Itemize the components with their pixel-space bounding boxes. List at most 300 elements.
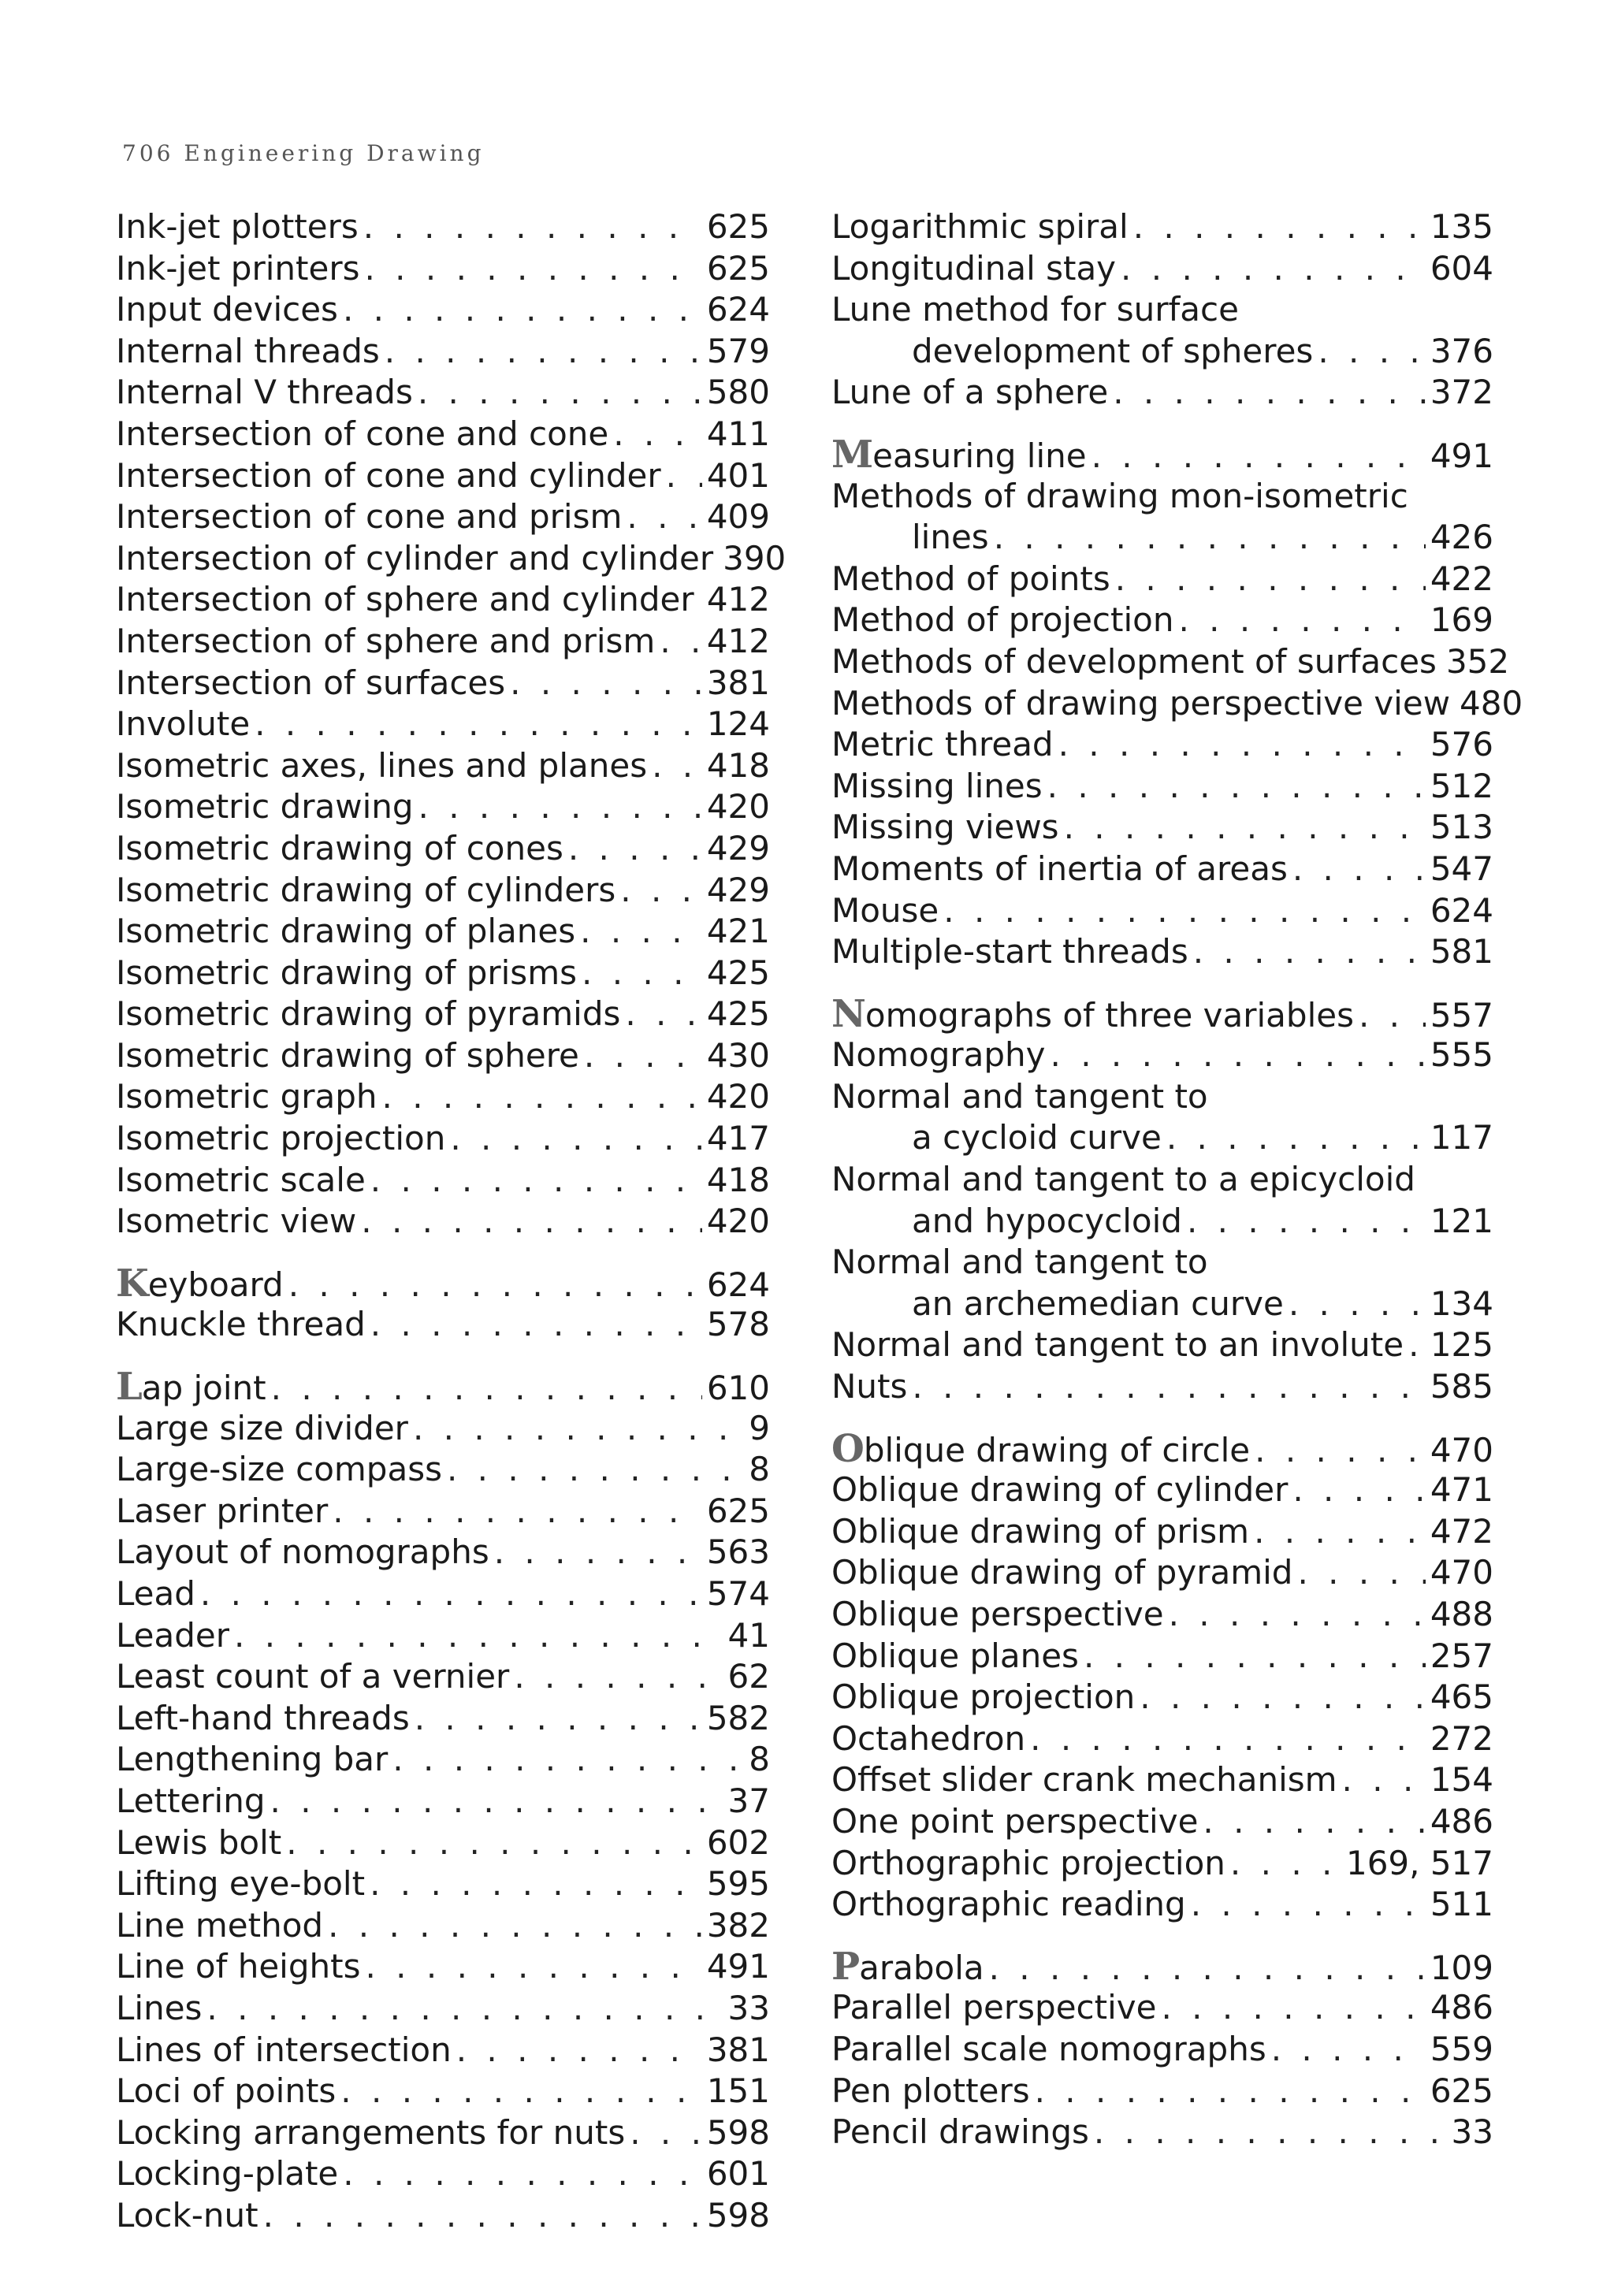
index-entry bbox=[831, 1035, 1493, 1076]
dot-leader bbox=[660, 621, 702, 663]
page-reference: 488 bbox=[1430, 1595, 1493, 1633]
index-term: Longitudinal stay bbox=[831, 248, 1117, 288]
index-term: Missing lines bbox=[831, 766, 1043, 805]
index-term: a cycloid curve bbox=[912, 1118, 1162, 1157]
index-term: Multiple-start threads bbox=[831, 932, 1188, 972]
page-reference: 426 bbox=[1430, 518, 1493, 557]
index-entry bbox=[831, 766, 1493, 808]
section-initial: N bbox=[831, 991, 865, 1036]
dot-leader bbox=[627, 496, 701, 538]
index-term: Intersection of cone and prism bbox=[116, 497, 623, 537]
page-reference: 417 bbox=[706, 1119, 770, 1158]
index-entry bbox=[116, 1532, 770, 1573]
index-entry bbox=[116, 248, 770, 290]
index-term: Methods of drawing mon-isometric bbox=[831, 476, 1408, 515]
dot-leader bbox=[989, 1948, 1426, 1989]
index-term: Intersection of sphere and prism bbox=[116, 621, 656, 660]
dot-leader bbox=[1161, 1987, 1425, 2029]
index-entry bbox=[116, 579, 770, 621]
dot-leader bbox=[510, 663, 702, 704]
index-term: Isometric projection bbox=[116, 1119, 446, 1158]
index-entry bbox=[116, 786, 770, 828]
dot-leader bbox=[994, 517, 1426, 559]
dot-leader bbox=[1297, 1552, 1425, 1594]
page-reference: 480 bbox=[1460, 683, 1523, 723]
index-term bbox=[831, 1946, 984, 1989]
page-reference: 381 bbox=[706, 2030, 770, 2069]
page-reference: 409 bbox=[706, 497, 770, 537]
index-term: Line of heights bbox=[116, 1947, 361, 1986]
dot-leader bbox=[613, 414, 702, 455]
index-term bbox=[831, 1428, 1250, 1472]
index-term: Oblique planes bbox=[831, 1636, 1079, 1675]
index-entry bbox=[116, 911, 770, 953]
page-reference: 121 bbox=[1430, 1201, 1493, 1240]
dot-leader bbox=[200, 1573, 702, 1615]
page-reference: 418 bbox=[706, 1160, 770, 1199]
dot-leader bbox=[385, 331, 702, 373]
dot-leader bbox=[1342, 1759, 1426, 1801]
page-reference: 411 bbox=[706, 414, 770, 453]
index-entry bbox=[116, 1491, 770, 1533]
index-term: Moments of inertia of areas bbox=[831, 849, 1288, 888]
page-reference: 430 bbox=[706, 1035, 770, 1075]
index-entry bbox=[116, 1698, 770, 1740]
dot-leader bbox=[1035, 2071, 1426, 2112]
index-term: Orthographic reading bbox=[831, 1885, 1186, 1924]
page-reference: 421 bbox=[706, 912, 770, 951]
index-term: Line method bbox=[116, 1905, 324, 1945]
dot-leader bbox=[382, 1076, 702, 1118]
page-reference: 425 bbox=[706, 994, 770, 1034]
index-term: Left-hand threads bbox=[116, 1698, 410, 1737]
index-term: Leader bbox=[116, 1615, 230, 1655]
index-term: Laser printer bbox=[116, 1491, 329, 1530]
page-reference: 576 bbox=[1430, 725, 1493, 764]
page-reference: 470 bbox=[1430, 1553, 1493, 1592]
dot-leader bbox=[1169, 1594, 1426, 1636]
dot-leader bbox=[392, 1739, 744, 1781]
page-reference: 602 bbox=[706, 1822, 770, 1862]
page-reference: 425 bbox=[706, 953, 770, 992]
index-term: Intersection of cylinder and cylinder bbox=[116, 538, 714, 578]
index-entry bbox=[831, 600, 1493, 641]
index-term: an archemedian curve bbox=[912, 1284, 1284, 1323]
index-term-rest: omographs of three variables bbox=[865, 995, 1354, 1035]
dot-leader bbox=[1121, 248, 1426, 290]
index-term: lines bbox=[912, 518, 989, 557]
index-entry bbox=[831, 849, 1493, 890]
page-reference: 8 bbox=[749, 1740, 770, 1779]
index-entry bbox=[116, 1739, 770, 1781]
index-entry bbox=[831, 683, 1523, 725]
page-reference: 135 bbox=[1430, 207, 1493, 246]
index-term: Nomography bbox=[831, 1035, 1046, 1075]
page-reference: 412 bbox=[706, 621, 770, 660]
index-entry bbox=[831, 289, 1493, 331]
dot-leader bbox=[584, 1035, 702, 1077]
index-entry bbox=[116, 1656, 770, 1698]
page-reference: 420 bbox=[706, 1077, 770, 1116]
page-reference: 420 bbox=[706, 787, 770, 827]
index-entry bbox=[116, 2071, 770, 2112]
page-reference: 401 bbox=[706, 455, 770, 495]
page-reference: 429 bbox=[706, 828, 770, 868]
index-entry bbox=[831, 1552, 1493, 1594]
section-gap bbox=[831, 1408, 1493, 1428]
index-entry bbox=[831, 1884, 1493, 1926]
index-term: Locking arrangements for nuts bbox=[116, 2112, 626, 2152]
dot-leader bbox=[1113, 372, 1426, 414]
index-term: Nuts bbox=[831, 1367, 908, 1406]
index-term: Method of projection bbox=[831, 600, 1174, 640]
index-entry bbox=[831, 331, 1493, 373]
index-entry bbox=[831, 890, 1493, 932]
page-reference: 381 bbox=[706, 663, 770, 702]
page-reference: 124 bbox=[706, 704, 770, 744]
index-term: Normal and tangent to bbox=[831, 1076, 1208, 1116]
index-term: Isometric drawing of sphere bbox=[116, 1035, 579, 1075]
page-reference: 117 bbox=[1430, 1118, 1493, 1157]
index-term: Ink-jet plotters bbox=[116, 207, 359, 246]
dot-leader bbox=[370, 1160, 702, 1202]
page-reference: 134 bbox=[1430, 1284, 1493, 1323]
index-term: Large size divider bbox=[116, 1408, 408, 1447]
dot-leader bbox=[1408, 1324, 1426, 1366]
index-term: Isometric drawing of pyramids bbox=[116, 994, 621, 1034]
section-gap bbox=[831, 1926, 1493, 1946]
dot-leader bbox=[1084, 1636, 1426, 1677]
index-entry bbox=[831, 1987, 1493, 2029]
section-gap bbox=[116, 1243, 770, 1263]
dot-leader bbox=[447, 1449, 744, 1491]
index-entry bbox=[116, 1615, 770, 1657]
index-entry bbox=[116, 1263, 770, 1305]
index-term: Normal and tangent to a epicycloid bbox=[831, 1160, 1415, 1199]
dot-leader bbox=[1255, 1430, 1426, 1472]
index-term bbox=[831, 434, 1087, 477]
page-reference: 486 bbox=[1430, 1988, 1493, 2027]
dot-leader bbox=[333, 1491, 702, 1533]
index-term: Methods of drawing perspective view bbox=[831, 683, 1451, 723]
index-term: Metric thread bbox=[831, 725, 1054, 764]
index-entry bbox=[116, 414, 770, 455]
index-entry bbox=[831, 1469, 1493, 1511]
index-term: Oblique drawing of prism bbox=[831, 1511, 1250, 1551]
dot-leader bbox=[370, 1863, 702, 1905]
page-reference: 624 bbox=[706, 1265, 770, 1304]
index-term: Isometric graph bbox=[116, 1077, 377, 1116]
page-reference: 412 bbox=[706, 580, 770, 619]
dot-leader bbox=[1203, 1801, 1425, 1843]
page-reference: 418 bbox=[706, 745, 770, 785]
index-term: Lead bbox=[116, 1574, 195, 1613]
index-entry bbox=[831, 1117, 1493, 1159]
page-reference: 624 bbox=[1430, 890, 1493, 930]
index-term: Lengthening bar bbox=[116, 1740, 389, 1779]
index-term: Isometric drawing bbox=[116, 787, 414, 827]
index-entry bbox=[831, 372, 1493, 414]
page-reference: 169 bbox=[1430, 600, 1493, 640]
dot-leader bbox=[288, 1265, 702, 1306]
index-term: Isometric scale bbox=[116, 1160, 366, 1199]
running-head bbox=[122, 140, 485, 166]
index-entry bbox=[831, 1843, 1493, 1885]
index-entry bbox=[831, 1759, 1493, 1801]
page-reference: 625 bbox=[1430, 2071, 1493, 2110]
section-initial: O bbox=[831, 1426, 864, 1471]
index-term bbox=[116, 1366, 266, 1410]
dot-leader bbox=[456, 2030, 702, 2071]
index-entry bbox=[831, 434, 1493, 476]
index-entry bbox=[831, 517, 1493, 559]
page-reference: 582 bbox=[706, 1698, 770, 1737]
index-term: Internal V threads bbox=[116, 373, 413, 412]
index-column-left bbox=[116, 206, 787, 2237]
index-entry bbox=[831, 807, 1493, 849]
index-term: Parallel scale nomographs bbox=[831, 2029, 1266, 2068]
index-term: Isometric drawing of planes bbox=[116, 912, 576, 951]
index-entry bbox=[831, 1366, 1493, 1408]
page-reference: 491 bbox=[1430, 436, 1493, 475]
page-reference: 125 bbox=[1430, 1325, 1493, 1365]
dot-leader bbox=[1051, 1035, 1426, 1076]
index-entry bbox=[116, 372, 770, 414]
index-term-rest: easuring line bbox=[872, 436, 1087, 475]
index-term: Internal threads bbox=[116, 331, 380, 370]
index-entry bbox=[116, 1822, 770, 1864]
index-entry bbox=[116, 1449, 770, 1491]
dot-leader bbox=[286, 1822, 702, 1864]
index-term: Isometric drawing of prisms bbox=[116, 953, 577, 992]
index-term: Involute bbox=[116, 704, 251, 744]
index-entry bbox=[831, 559, 1493, 600]
page-reference: 578 bbox=[706, 1305, 770, 1344]
page-number: 706 bbox=[122, 140, 174, 166]
index-entry bbox=[831, 248, 1493, 290]
index-entry bbox=[831, 1284, 1493, 1325]
index-entry bbox=[116, 538, 787, 580]
dot-leader bbox=[1166, 1117, 1426, 1159]
index-entry bbox=[831, 991, 1493, 1036]
section-gap bbox=[831, 973, 1493, 994]
index-entry bbox=[116, 1304, 770, 1346]
index-term: development of spheres bbox=[912, 331, 1314, 370]
page-reference: 471 bbox=[1430, 1470, 1493, 1510]
book-title: Engineering Drawing bbox=[184, 140, 485, 166]
page-reference: 109 bbox=[1430, 1948, 1493, 1987]
index-entry bbox=[116, 206, 770, 248]
page-reference: 601 bbox=[706, 2154, 770, 2194]
dot-leader bbox=[361, 1201, 702, 1243]
index-term: and hypocycloid bbox=[912, 1201, 1182, 1240]
index-entry bbox=[831, 1076, 1493, 1118]
dot-leader bbox=[1091, 436, 1426, 477]
index-entry bbox=[116, 2195, 770, 2237]
dot-leader bbox=[568, 828, 702, 870]
index-term: Intersection of cone and cylinder bbox=[116, 455, 661, 495]
page-reference: 574 bbox=[706, 1574, 770, 1613]
dot-leader bbox=[363, 206, 702, 248]
dot-leader bbox=[415, 1698, 702, 1740]
page-reference: 559 bbox=[1430, 2029, 1493, 2068]
index-column-right bbox=[831, 206, 1523, 2153]
index-term: Layout of nomographs bbox=[116, 1533, 489, 1572]
index-term: Knuckle thread bbox=[116, 1305, 366, 1344]
page-reference: 598 bbox=[706, 2195, 770, 2235]
page-reference: 625 bbox=[706, 207, 770, 246]
index-entry bbox=[831, 1242, 1493, 1284]
dot-leader bbox=[263, 2195, 702, 2237]
index-entry bbox=[831, 476, 1493, 518]
dot-leader bbox=[1318, 331, 1426, 373]
index-term: Pencil drawings bbox=[831, 2112, 1089, 2152]
index-entry bbox=[116, 745, 770, 787]
index-term: Lock-nut bbox=[116, 2195, 258, 2235]
dot-leader bbox=[365, 1946, 701, 1988]
page-reference: 33 bbox=[1451, 2112, 1493, 2152]
index-entry bbox=[116, 1076, 770, 1118]
page-reference: 470 bbox=[1430, 1430, 1493, 1469]
index-term: Lines of intersection bbox=[116, 2030, 452, 2069]
index-entry bbox=[831, 724, 1493, 766]
page-reference: 352 bbox=[1445, 641, 1510, 681]
dot-leader bbox=[625, 994, 701, 1035]
index-entry bbox=[116, 1366, 770, 1408]
page-reference: 422 bbox=[1430, 559, 1493, 598]
index-term: Isometric drawing of cylinders bbox=[116, 870, 616, 909]
index-term-rest: blique drawing of circle bbox=[863, 1430, 1251, 1469]
dot-leader bbox=[1292, 1469, 1425, 1511]
index-entry bbox=[116, 1408, 770, 1450]
page-reference: 272 bbox=[1430, 1718, 1493, 1758]
index-term: Lifting eye-bolt bbox=[116, 1864, 366, 1904]
dot-leader bbox=[580, 911, 702, 953]
page-reference: 465 bbox=[1430, 1677, 1493, 1717]
index-term: Large-size compass bbox=[116, 1450, 442, 1489]
dot-leader bbox=[234, 1615, 723, 1657]
dot-leader bbox=[582, 953, 702, 994]
dot-leader bbox=[943, 890, 1426, 932]
index-entry bbox=[116, 994, 770, 1035]
section-initial: K bbox=[116, 1261, 148, 1306]
index-entry bbox=[116, 953, 770, 994]
index-term: Isometric view bbox=[116, 1202, 357, 1241]
index-entry bbox=[116, 496, 770, 538]
page-reference: 390 bbox=[723, 538, 787, 578]
page-reference: 585 bbox=[1430, 1367, 1493, 1406]
index-term: Missing views bbox=[831, 808, 1059, 847]
page-reference: 624 bbox=[706, 290, 770, 329]
dot-leader bbox=[666, 455, 702, 497]
index-term: Lewis bolt bbox=[116, 1822, 282, 1862]
index-term: Input devices bbox=[116, 290, 338, 329]
page-reference: 547 bbox=[1430, 849, 1493, 888]
page-reference: 372 bbox=[1430, 373, 1493, 412]
page-reference: 429 bbox=[706, 870, 770, 909]
page-reference: 512 bbox=[1430, 766, 1493, 805]
index-term: Least count of a vernier bbox=[116, 1657, 510, 1696]
index-term: Oblique drawing of cylinder bbox=[831, 1470, 1289, 1510]
index-entry bbox=[116, 1118, 770, 1160]
index-term: Lines bbox=[116, 1988, 203, 2027]
dot-leader bbox=[271, 1368, 702, 1410]
dot-leader bbox=[1292, 849, 1426, 890]
page-reference: 563 bbox=[706, 1533, 770, 1572]
dot-leader bbox=[1058, 724, 1426, 766]
index-term: Isometric drawing of cones bbox=[116, 828, 563, 868]
section-initial: L bbox=[116, 1365, 142, 1410]
index-entry bbox=[116, 331, 770, 373]
dot-leader bbox=[418, 372, 702, 414]
index-entry bbox=[116, 1946, 770, 1988]
page-reference: 491 bbox=[706, 1947, 770, 1986]
dot-leader bbox=[494, 1532, 702, 1573]
page-reference: 420 bbox=[706, 1202, 770, 1241]
index-entry bbox=[831, 1594, 1493, 1636]
index-entry bbox=[116, 2153, 770, 2195]
index-term: Offset slider crank mechanism bbox=[831, 1760, 1337, 1800]
index-term: Methods of development of surfaces bbox=[831, 641, 1437, 681]
index-entry bbox=[831, 641, 1510, 683]
dot-leader bbox=[1047, 766, 1426, 808]
section-initial: P bbox=[831, 1944, 860, 1989]
index-term: Logarithmic spiral bbox=[831, 207, 1129, 246]
page-reference: 33 bbox=[727, 1988, 770, 2027]
index-entry bbox=[116, 828, 770, 870]
index-entry bbox=[116, 1035, 770, 1077]
dot-leader bbox=[1094, 2112, 1447, 2153]
section-gap bbox=[116, 1346, 770, 1366]
dot-leader bbox=[370, 1304, 702, 1346]
dot-leader bbox=[1133, 206, 1426, 248]
dot-leader bbox=[699, 579, 702, 621]
page-reference: 555 bbox=[1430, 1035, 1493, 1075]
index-entry bbox=[831, 1201, 1493, 1243]
index-entry bbox=[116, 704, 770, 745]
page-reference: 511 bbox=[1430, 1885, 1493, 1924]
index-term: Parallel perspective bbox=[831, 1988, 1157, 2027]
index-term-rest: ap joint bbox=[141, 1369, 266, 1408]
index-entry bbox=[831, 1511, 1493, 1553]
index-entry bbox=[116, 2030, 770, 2071]
page-reference: 8 bbox=[749, 1450, 770, 1489]
index-term: Isometric axes, lines and planes bbox=[116, 745, 648, 785]
dot-leader bbox=[343, 289, 702, 331]
dot-leader bbox=[1178, 600, 1425, 641]
dot-leader bbox=[652, 745, 702, 787]
index-term: Ink-jet printers bbox=[116, 248, 360, 288]
dot-leader bbox=[514, 1656, 723, 1698]
index-entry bbox=[116, 1988, 770, 2030]
page-reference: 382 bbox=[706, 1905, 770, 1945]
page-reference: 625 bbox=[706, 1491, 770, 1530]
dot-leader bbox=[620, 870, 702, 912]
page-reference: 581 bbox=[1430, 932, 1493, 972]
page-reference: 598 bbox=[706, 2112, 770, 2152]
index-term: Lune method for surface bbox=[831, 290, 1239, 329]
dot-leader bbox=[1359, 995, 1426, 1037]
index-term: Locking-plate bbox=[116, 2154, 339, 2194]
dot-leader bbox=[270, 1781, 723, 1822]
index-entry bbox=[831, 1324, 1493, 1366]
dot-leader bbox=[413, 1408, 744, 1450]
index-term: Pen plotters bbox=[831, 2071, 1030, 2110]
section-gap bbox=[831, 414, 1493, 434]
dot-leader bbox=[630, 2112, 702, 2154]
page-reference: 62 bbox=[727, 1657, 770, 1696]
index-term: Mouse bbox=[831, 890, 939, 930]
